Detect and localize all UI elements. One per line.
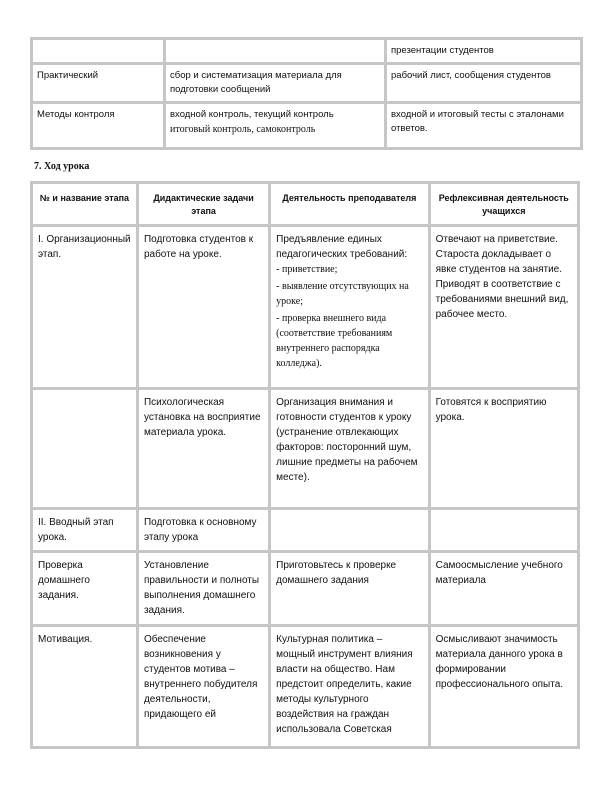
table-cell [165, 103, 386, 149]
stage-cell: I. Организационный этап. [32, 226, 138, 389]
section-heading: 7. Ход урока [34, 161, 90, 172]
task-cell: Подготовка студентов к работе на уроке. [137, 226, 269, 389]
task-cell: Обеспечение возникновения у студентов мотива – внутреннего побудителя деятельности, придающего ей [137, 626, 269, 748]
students-cell: Самоосмысление учебного материала [429, 552, 578, 626]
teacher-cell [270, 509, 429, 552]
teacher-cell: Приготовьтесь к проверке домашнего задания [270, 552, 429, 626]
table-cell [32, 39, 165, 64]
table-row [32, 509, 579, 552]
column-header: Деятельность преподавателя [270, 183, 429, 226]
teacher-intro: Предъявление единых педагогических требований: [276, 234, 408, 260]
table-row [32, 226, 579, 389]
table-row [32, 39, 582, 64]
lesson-plan-table [30, 181, 580, 749]
task-cell: Установление правильности и полноты выполнения домашнего задания. [137, 552, 269, 626]
stage-cell: Проверка домашнего задания. [32, 552, 138, 626]
stage-cell: Мотивация. [32, 626, 138, 748]
table-row [32, 64, 582, 103]
table-cell [165, 39, 386, 64]
teacher-cell: Организация внимания и готовности студентов к уроку (устранение отвлекающих факторов: посторонний шум, лишние предметы на рабочем месте). [270, 389, 429, 509]
task-cell: Подготовка к основному этапу урока [137, 509, 269, 552]
table-row [32, 103, 582, 149]
table-cell: Практический [32, 64, 165, 103]
task-cell: Психологическая установка на восприятие материала урока. [137, 389, 269, 509]
stage-cell [32, 389, 138, 509]
students-cell: Отвечают на приветствие. Староста докладывает о явке студентов на занятие. Приводят в соответствие с требованиями внешний вид, рабочее место. [429, 226, 578, 389]
list-item: - проверка внешнего вида (соответствие требованиям внутреннего распорядка колледжа). [276, 313, 393, 369]
list-item: - выявление отсутствующих на уроке; [276, 281, 409, 307]
teacher-items [276, 262, 422, 371]
students-cell: Готовятся к восприятию урока. [429, 389, 578, 509]
table-cell: входной и итоговый тесты с эталонами ответов. [386, 103, 582, 149]
teacher-cell [270, 226, 429, 389]
table-cell: рабочий лист, сообщения студентов [386, 64, 582, 103]
table-cell: презентации студентов [386, 39, 582, 64]
list-item: - приветствие; [276, 264, 338, 275]
cell-line: входной контроль, текущий контроль [170, 109, 334, 120]
table-row [32, 389, 579, 509]
column-header: Рефлексивная деятельность учащихся [429, 183, 578, 226]
cell-line: итоговый контроль, самоконтроль [170, 124, 316, 135]
table-header-row [32, 183, 579, 226]
stage-cell: II. Вводный этап урока. [32, 509, 138, 552]
table-cell: Методы контроля [32, 103, 165, 149]
table-cell: сбор и систематизация материала для подготовки сообщений [165, 64, 386, 103]
column-header: Дидактические задачи этапа [137, 183, 269, 226]
table-row [32, 552, 579, 626]
table-row [32, 626, 579, 748]
methods-table [30, 37, 583, 150]
teacher-cell: Культурная политика – мощный инструмент влияния власти на общество. Нам предстоит определить, какие методы культурного воздействия на граждан использовала Советская [270, 626, 429, 748]
column-header: № и название этапа [32, 183, 138, 226]
students-cell: Осмысливают значимость материала данного урока в формировании профессионального опыта. [429, 626, 578, 748]
students-cell [429, 509, 578, 552]
